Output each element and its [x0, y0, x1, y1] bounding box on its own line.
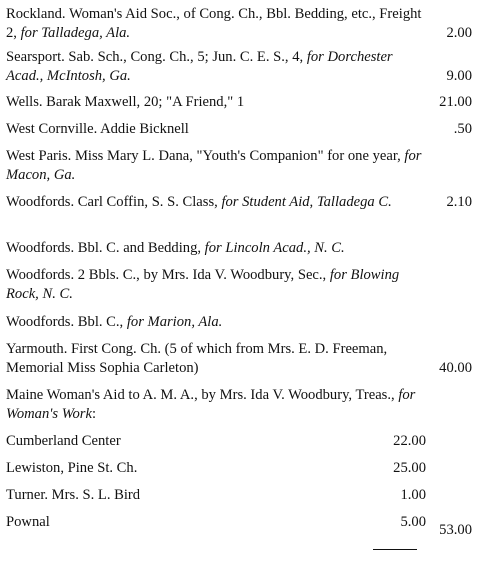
entry-designation: for Woman's Work: [6, 387, 416, 422]
entry-amount: .50: [453, 121, 472, 137]
entry-maine-womans-aid: [6, 386, 482, 424]
entry-designation: for Macon, Ga.: [6, 148, 422, 183]
entry-designation: for Blowing Rock, N. C.: [6, 267, 400, 302]
entry-description: Woodfords. Bbl. C. and Bedding,: [6, 240, 205, 256]
entry-west-paris: [6, 147, 482, 185]
subitem-amount: 5.00: [400, 514, 426, 530]
total-amount: 53.00: [439, 522, 472, 538]
entry-description: Rockland. Woman's Aid Soc., of Cong. Ch., Bbl. Bedding, etc., Freight 2,: [6, 6, 422, 41]
entry-text: [6, 5, 424, 43]
entry-woodfords-bedding: [6, 239, 482, 258]
entry-woodfords-two-barrels: [6, 266, 482, 304]
entry-woodfords-carl-coffin: [6, 193, 482, 212]
entry-text: [6, 340, 424, 378]
entry-description: Maine Woman's Aid to A. M. A., by Mrs. Ida V. Woodbury, Treas.,: [6, 387, 399, 403]
entry-amount: 40.00: [439, 360, 472, 376]
entry-wells: [6, 93, 482, 112]
entry-description: Wells. Barak Maxwell, 20; "A Friend," 1: [6, 94, 245, 110]
entry-suffix: :: [91, 406, 97, 422]
entry-text: [6, 266, 424, 304]
entry-description: Woodfords. Carl Coffin, S. S. Class,: [6, 194, 222, 210]
entry-amount: 2.00: [446, 25, 472, 41]
subitem-pownal: [6, 513, 482, 532]
entry-text: [6, 48, 424, 86]
entry-text: [6, 147, 424, 185]
entry-designation: for Student Aid, Talladega C.: [221, 194, 392, 210]
entry-description: Woodfords. 2 Bbls. C., by Mrs. Ida V. Woodbury, Sec.,: [6, 267, 330, 283]
entry-amount: 9.00: [446, 68, 472, 84]
entry-description: Yarmouth. First Cong. Ch. (5 of which from Mrs. E. D. Freeman, Memorial Miss Sophia Carleton): [6, 341, 388, 376]
entry-description: West Cornville. Addie Bicknell: [6, 121, 189, 137]
entry-searsport: [6, 48, 482, 86]
entry-text: [6, 120, 424, 139]
entry-designation: for Talladega, Ala.: [20, 25, 131, 41]
entry-description: West Paris. Miss Mary L. Dana, "Youth's Companion" for one year,: [6, 148, 405, 164]
entry-description: Searsport. Sab. Sch., Cong. Ch., 5; Jun. C. E. S., 4,: [6, 49, 307, 65]
entry-description: Woodfords. Bbl. C.,: [6, 314, 127, 330]
entry-amount: 2.10: [446, 194, 472, 210]
total-rule: [373, 549, 417, 550]
subitem-label: Turner. Mrs. S. L. Bird: [6, 487, 141, 503]
entry-designation: for Dorchester Acad., McIntosh, Ga.: [6, 49, 393, 84]
subitem-label: Lewiston, Pine St. Ch.: [6, 460, 138, 476]
entry-yarmouth: [6, 340, 482, 378]
entry-designation: for Lincoln Acad., N. C.: [204, 240, 345, 256]
entry-rockland: [6, 5, 482, 43]
entry-designation: for Marion, Ala.: [126, 314, 223, 330]
subitem-label: Pownal: [6, 514, 50, 530]
entry-text: [6, 193, 424, 212]
entry-amount: 21.00: [439, 94, 472, 110]
subitem-cumberland-center: [6, 432, 482, 451]
subitem-label: Cumberland Center: [6, 433, 121, 449]
entry-text: [6, 93, 424, 112]
entry-text: [6, 313, 424, 332]
entry-text: [6, 386, 424, 424]
entry-text: [6, 239, 424, 258]
entry-west-cornville: [6, 120, 482, 139]
subitem-amount: 25.00: [393, 460, 426, 476]
subitem-turner: [6, 486, 482, 505]
subitem-lewiston: [6, 459, 482, 478]
subitem-amount: 22.00: [393, 433, 426, 449]
subitem-amount: 1.00: [400, 487, 426, 503]
entry-woodfords-marion: [6, 313, 482, 332]
